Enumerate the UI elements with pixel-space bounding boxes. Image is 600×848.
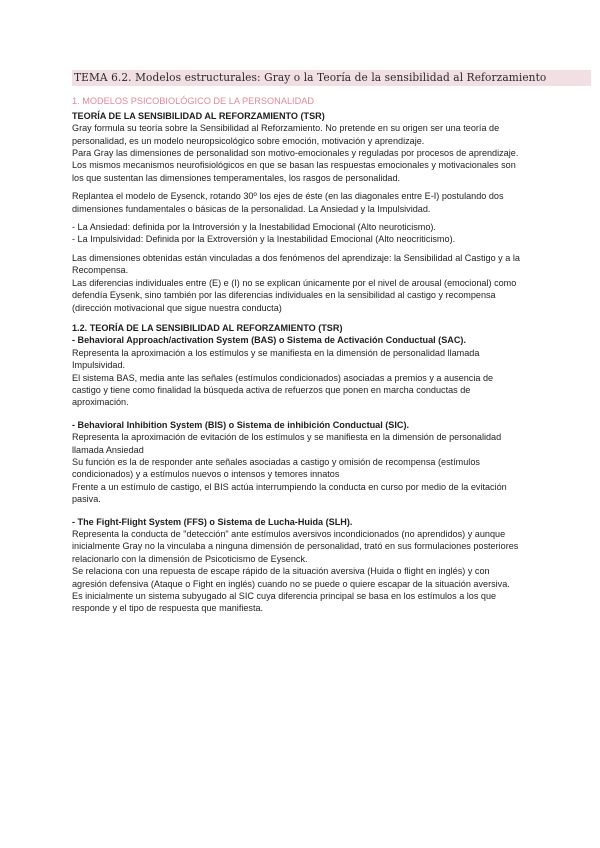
section-2-heading: 1.2. TEORÍA DE LA SENSIBILIDAD AL REFORZAMIENTO (TSR) bbox=[72, 322, 343, 333]
paragraph: Representa la aproximación de evitación de los estímulos y se manifiesta en la dimensión de personalidad llamada Ansiedad bbox=[72, 432, 502, 455]
paragraph: Los mismos mecanismos neurofisiológicos en que se basan las respuestas emocionales y motivacionales son los que sustentan las dimensiones temperamentales, los rasgos de personalidad. bbox=[72, 160, 516, 183]
document-content bbox=[72, 70, 547, 615]
paragraph: Es inicialmente un sistema subyugado al SIC cuya diferencia principal se basa en los estímulos a los que responde y el tipo de respuesta que manifiesta. bbox=[72, 591, 497, 614]
paragraph: Para Gray las dimensiones de personalidad son motivo-emocionales y reguladas por procesos de aprendizaje. bbox=[72, 148, 519, 159]
paragraph: Las dimensiones obtenidas están vinculadas a dos fenómenos del aprendizaje: la Sensibilidad al Castigo y a la Recompensa. bbox=[72, 252, 520, 276]
ffs-title: - The Fight-Flight System (FFS) o Sistema de Lucha-Huida (SLH). bbox=[72, 516, 353, 527]
section-1-heading: 1. MODELOS PSICOBIOLÓGICO DE LA PERSONALIDAD bbox=[72, 96, 315, 107]
paragraph: Su función es la de responder ante señales asociadas a castigo y omisión de recompensa (estímulos condicionados) y a estímulos nuevos o intensos y temores innatos bbox=[72, 456, 480, 480]
list-item: - La Impulsividad: Definida por la Extroversión y la Inestabilidad Emocional (Alto neocriticismo). bbox=[72, 234, 456, 245]
section-1-subheading: TEORÍA DE LA SENSIBILIDAD AL REFORZAMIENTO (TSR) bbox=[72, 110, 325, 121]
paragraph: Representa la aproximación a los estímulos y se manifiesta en la dimensión de personalidad llamada Impulsividad. bbox=[72, 347, 480, 371]
paragraph: El sistema BAS, media ante las señales (estímulos condicionados) asociadas a premios y a ausencia de castigo y tiene como finalidad la búsqueda activa de refuerzos que ponen en marcha conductas de aproximación. bbox=[72, 372, 494, 408]
document-title: TEMA 6.2. Modelos estructurales: Gray o la Teoría de la sensibilidad al Reforzamiento bbox=[74, 70, 547, 84]
paragraph: Frente a un estímulo de castigo, el BIS actúa interrumpiendo la conducta en curso por medio de la evitación pasiva. bbox=[72, 481, 507, 505]
paragraph: Representa la conducta de "detección" ante estímulos aversivos incondicionados (no aprendidos) y aunque inicialmente Gray no la vinculaba a ninguna dimensión de personalidad, trató en sus formulaciones posteriores relacionarlo con la dimensión de Psicoticismo de Eysenck. bbox=[72, 529, 519, 564]
paragraph: Gray formula su teoría sobre la Sensibilidad al Reforzamiento. No pretende en su origen ser una teoría de personalidad, es un modelo neuropsicológico sobre emoción, motivación y aprendizaje. bbox=[72, 123, 500, 146]
bis-title: - Behavioral Inhibition System (BIS) o Sistema de inhibición Conductual (SIC). bbox=[72, 419, 410, 430]
paragraph: Se relaciona con una repuesta de escape rápido de la situación aversiva (Huida o flight en inglés) y con agresión defensiva (Ataque o Fight en inglés) cuando no se puede o quiere escapar de la situación aversiva. bbox=[72, 566, 510, 589]
list-item: - La Ansiedad: definida por la Introversión y la Inestabilidad Emocional (Alto neuroticismo). bbox=[72, 222, 436, 233]
paragraph: Replantea el modelo de Eysenck, rotando 30º los ejes de éste (en las diagonales entre E-I) postulando dos dimensiones fundamentales o básicas de la personalidad. La Ansiedad y la Impulsividad. bbox=[72, 191, 504, 214]
paragraph: Las diferencias individuales entre (E) e (I) no se explican únicamente por el nivel de arousal (emocional) como defendía Eysenk, sino también por las diferencias individuales en la sensibilidad al castigo y recompensa (dirección motivacional que sigue nuestra conducta) bbox=[72, 277, 517, 313]
title-highlight bbox=[72, 70, 591, 86]
bas-title: - Behavioral Approach/activation System (BAS) o Sistema de Activación Conductual (SAC). bbox=[72, 335, 466, 346]
